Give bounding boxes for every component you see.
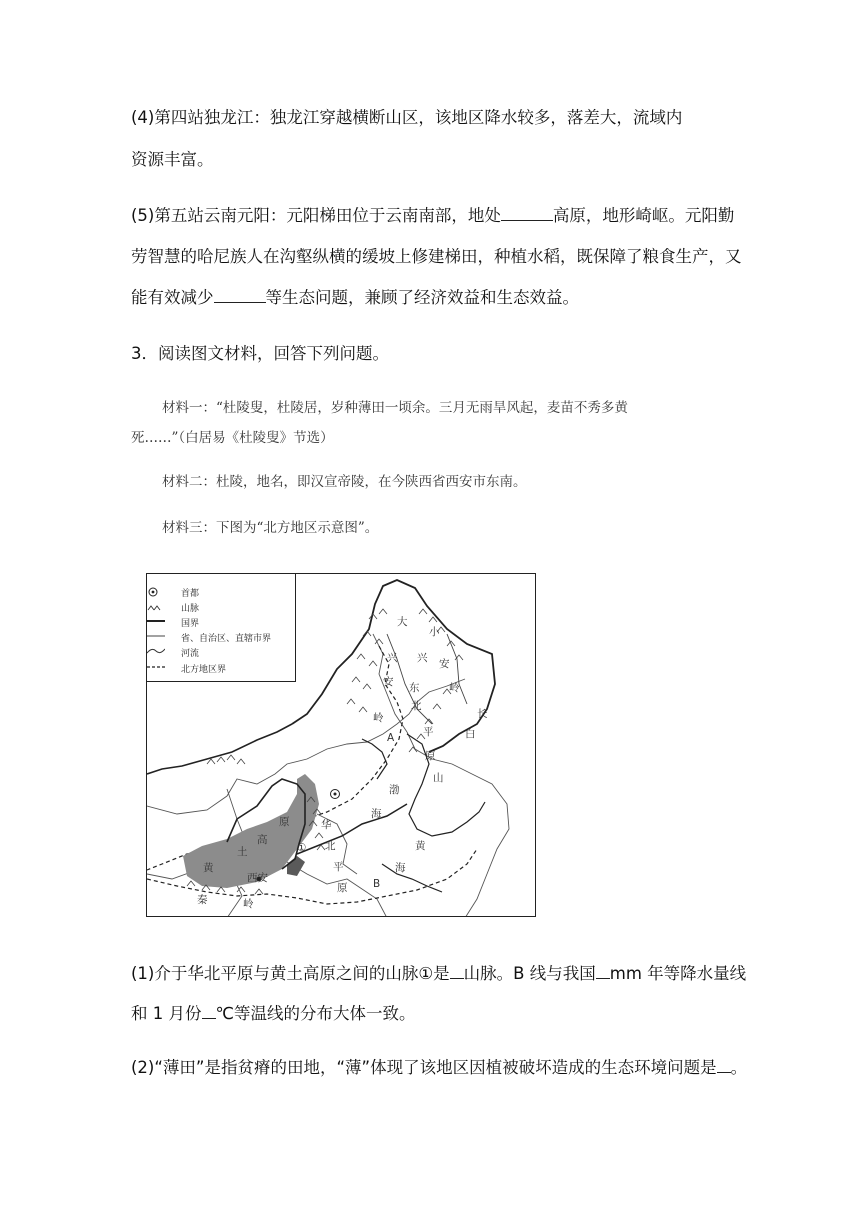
q1-line2-a: 和 1 月份 xyxy=(131,1004,202,1023)
label-huabei-4: 原 xyxy=(337,882,348,894)
label-line-a: A xyxy=(387,732,395,744)
q1-line1-c: mm 年等降水量线 xyxy=(609,964,747,983)
label-daxinganling-1: 大 xyxy=(397,616,408,628)
q5-line1-a: (5)第五站云南元阳：元阳梯田位于云南南部，地处 xyxy=(131,206,501,225)
border-line-icon xyxy=(147,618,165,624)
label-changbai-2: 白 xyxy=(465,728,476,740)
region-dash-icon xyxy=(147,664,165,670)
answer-blank xyxy=(202,1004,216,1019)
capital-icon xyxy=(147,586,159,598)
label-qinling-2: 岭 xyxy=(243,898,254,910)
legend-capital: 首都 xyxy=(181,589,200,599)
answer-blank xyxy=(717,1058,731,1073)
legend-mountain: 山脉 xyxy=(181,604,200,614)
label-huangtu-3: 高 xyxy=(257,834,268,846)
river-icon xyxy=(147,647,165,655)
q4-line1: (4)第四站独龙江：独龙江穿越横断山区，该地区降水较多，落差大，流域内 xyxy=(131,108,683,127)
answer-blank xyxy=(450,964,464,979)
label-mountain-1: ① xyxy=(297,842,307,854)
label-changbai-3: 山 xyxy=(433,772,444,784)
map-legend xyxy=(147,574,296,682)
label-bohai-2: 海 xyxy=(371,808,382,820)
label-xiaoxinganling-4: 岭 xyxy=(449,682,460,694)
label-bohai-1: 渤 xyxy=(389,784,400,796)
legend-province: 省、自治区、直辖市界 xyxy=(181,634,272,644)
q2-line1-a: (2)“薄田”是指贫瘠的田地，“薄”体现了该地区因植被破坏造成的生态环境问题是 xyxy=(131,1058,717,1077)
q5-line3-a: 能有效减少 xyxy=(131,288,214,307)
label-daxinganling-4: 岭 xyxy=(373,712,384,724)
label-daxinganling-2: 兴 xyxy=(387,652,398,664)
q5-line3-b: 等生态问题，兼顾了经济效益和生态效益。 xyxy=(265,288,579,307)
q5-line1 xyxy=(131,204,735,228)
answer-blank xyxy=(214,288,266,303)
label-pingyuan-1: 平 xyxy=(423,726,434,738)
q2-line1 xyxy=(131,1056,748,1080)
legend-river: 河流 xyxy=(181,649,200,659)
province-line-icon xyxy=(147,633,165,639)
material-1-line1: 材料一：“杜陵叟，杜陵居，岁种薄田一顷余。三月无雨旱风起，麦苗不秀多黄 xyxy=(162,400,628,416)
material-3: 材料三：下图为“北方地区示意图”。 xyxy=(162,520,379,536)
q1-line2-b: ℃等温线的分布大体一致。 xyxy=(215,1004,416,1023)
q1-line2 xyxy=(131,1002,731,1026)
label-xiaoxinganling-2: 兴 xyxy=(417,652,428,664)
answer-blank xyxy=(596,964,610,979)
answer-blank xyxy=(501,206,553,221)
label-huanghai-1: 黄 xyxy=(415,840,426,852)
label-xiaoxinganling-3: 安 xyxy=(439,658,450,670)
label-dongbei-1: 东 xyxy=(409,682,420,694)
material-1-line2: 死……”（白居易《杜陵叟》节选） xyxy=(131,430,334,446)
q5-line1-b: 高原，地形崎岖。元阳勤 xyxy=(552,206,735,225)
label-daxinganling-3: 安 xyxy=(383,676,394,688)
label-huangtu-2: 土 xyxy=(237,846,248,858)
label-line-b: B xyxy=(373,878,381,890)
label-huabei-3: 平 xyxy=(333,861,344,873)
label-huabei-1: 华 xyxy=(321,819,332,831)
label-pingyuan-2: 原 xyxy=(425,750,436,762)
q1-line1-b: 山脉。B 线与我国 xyxy=(463,964,596,983)
q2-line1-b: 。 xyxy=(730,1058,748,1077)
q1-line1-a: (1)介于华北平原与黄土高原之间的山脉①是 xyxy=(131,964,450,983)
q5-line2: 劳智慧的哈尼族人在沟壑纵横的缓坡上修建梯田，种植水稻，既保障了粮食生产，又 xyxy=(131,247,742,266)
q1-line1 xyxy=(131,962,747,986)
q4-line2: 资源丰富。 xyxy=(131,150,214,169)
material-2: 材料二：杜陵，地名，即汉宣帝陵，在今陕西省西安市东南。 xyxy=(162,474,527,490)
label-huanghai-2: 海 xyxy=(395,862,406,874)
q5-line3 xyxy=(131,286,731,310)
label-changbai-1: 长 xyxy=(477,708,488,720)
north-region-map xyxy=(146,573,536,917)
label-huabei-2: 北 xyxy=(325,840,336,852)
mountain-icon xyxy=(147,602,163,612)
label-xian: 西安 xyxy=(247,872,268,884)
q3-title: 3．阅读图文材料，回答下列问题。 xyxy=(131,344,389,363)
label-huangtu-4: 原 xyxy=(279,816,290,828)
label-dongbei-2: 北 xyxy=(411,700,422,712)
legend-region: 北方地区界 xyxy=(181,665,227,675)
label-huangtu-1: 黄 xyxy=(203,862,214,874)
legend-border: 国界 xyxy=(181,619,200,629)
label-qinling-1: 秦 xyxy=(197,894,208,906)
label-xiaoxinganling-1: 小 xyxy=(429,626,440,638)
